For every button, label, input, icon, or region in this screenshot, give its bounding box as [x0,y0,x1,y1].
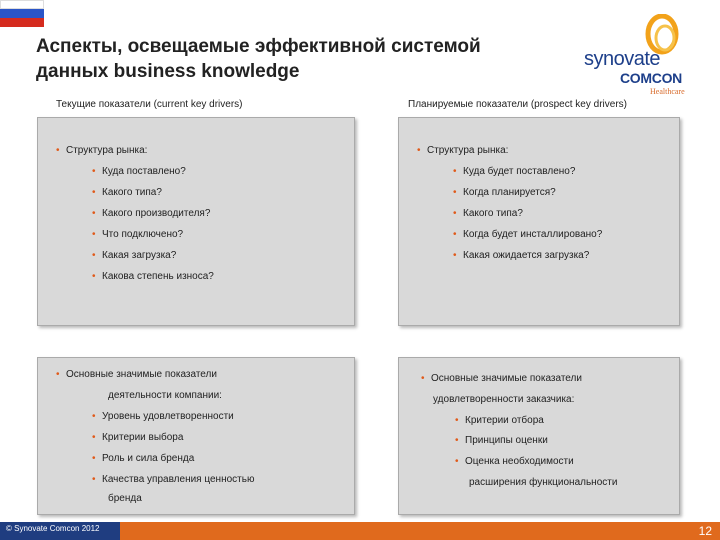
list-item: • Куда будет поставлено? [453,166,576,177]
list-item: • Когда планируется? [453,187,556,198]
list-item-continuation: удовлетворенности заказчика: [433,394,575,405]
logo-comcon: COMCON [620,70,682,86]
synovate-comcon-logo [580,14,690,99]
left-column-header: Текущие показатели (current key drivers) [56,99,243,110]
list-item: • Принципы оценки [455,435,548,446]
list-item: • Какого производителя? [92,208,211,219]
list-item: • Что подключено? [92,229,184,240]
list-item-continuation: расширения функциональности [469,477,618,488]
logo-synovate: synovate [584,48,661,70]
list-item: • Качества управления ценностью [92,474,255,485]
list-item: • Куда поставлено? [92,166,186,177]
list-item: • Какая ожидается загрузка? [453,250,590,261]
list-item: • Какого типа? [453,208,523,219]
list-item: • Какого типа? [92,187,162,198]
list-item: • Оценка необходимости [455,456,574,467]
slide-title-line1: Аспекты, освещаемые эффективной системой [36,36,481,57]
panel-company-indicators [37,357,355,515]
right-column-header: Планируемые показатели (prospect key drivers) [408,99,627,110]
list-item: • Какова степень износа? [92,271,214,282]
list-item-continuation: бренда [108,493,142,504]
list-item: • Критерии отбора [455,415,544,426]
list-item: • Структура рынка: [56,145,148,156]
list-item-continuation: деятельности компании: [108,390,222,401]
logo-healthcare: Healthcare [650,87,685,96]
list-item: • Уровень удовлетворенности [92,411,234,422]
list-item: • Критерии выбора [92,432,184,443]
list-item: • Основные значимые показатели [56,369,217,380]
slide-title-line2: данных business knowledge [36,61,300,82]
panel-prospect-market [398,117,680,326]
list-item: • Основные значимые показатели [421,373,582,384]
panel-current-market [37,117,355,326]
list-item: • Структура рынка: [417,145,509,156]
russian-flag-icon [0,0,44,27]
list-item: • Когда будет инсталлировано? [453,229,603,240]
slide-title [36,34,576,84]
copyright-text: © Synovate Comcon 2012 [6,524,100,533]
page-number: 12 [698,524,712,538]
list-item: • Какая загрузка? [92,250,177,261]
list-item: • Роль и сила бренда [92,453,195,464]
panel-customer-indicators [398,357,680,515]
